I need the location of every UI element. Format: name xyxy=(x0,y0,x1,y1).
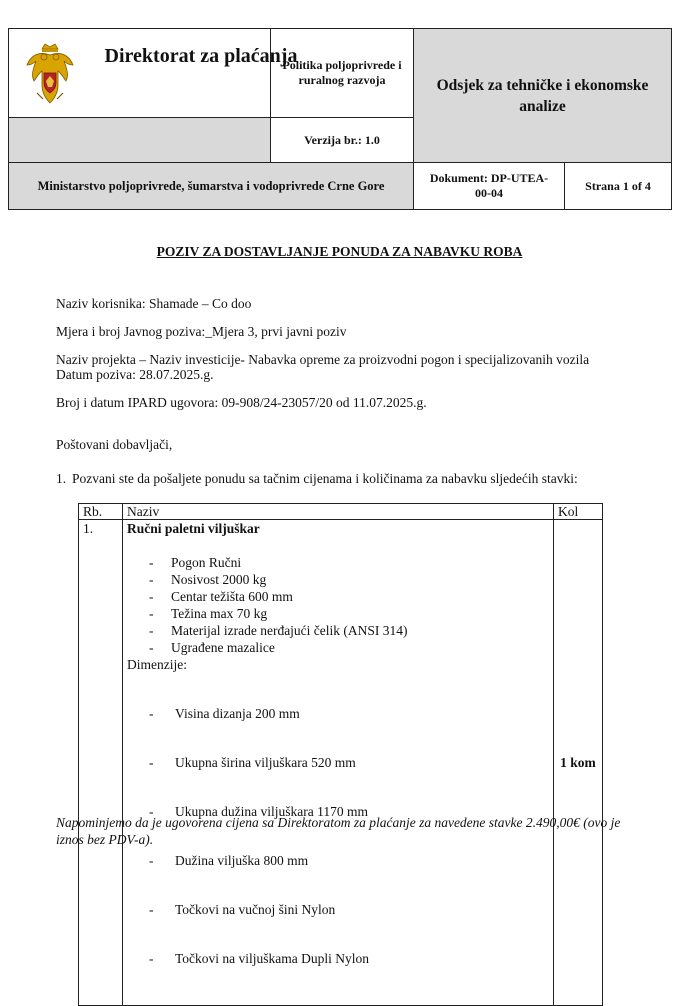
list-item: - Centar težišta 600 mm xyxy=(149,589,293,604)
list-item: - Točkovi na viljuškama Dupli Nylon xyxy=(149,951,370,966)
items-table xyxy=(78,503,603,1006)
row-rb: 1. xyxy=(79,520,123,1006)
directorate-title: Direktorat za plaćanja xyxy=(104,45,298,67)
list-item: - Nosivost 2000 kg xyxy=(149,572,267,587)
contract-line: Broj i datum IPARD ugovora: 09-908/24-23057/20 od 11.07.2025.g. xyxy=(56,395,427,410)
version-cell: Verzija br.: 1.0 xyxy=(271,118,414,163)
list-item: - Ukupna širina viljuškara 520 mm xyxy=(149,755,356,770)
price-note: Napominjemo da je ugovorena cijena sa Direktoratom za plaćanje za navedene stavke 2.490,00€ (ovo je iznos bez PDV-a). xyxy=(56,815,621,847)
project-line: Naziv projekta – Naziv investicije- Nabavka opreme za proizvodni pogon i specijalizovanih vozila xyxy=(56,352,590,367)
table-header-row xyxy=(79,504,603,520)
document-cell xyxy=(414,163,565,210)
invitation-text: Pozvani ste da pošaljete ponudu sa tačnim cijenama i količinama za nabavku sljedećih stavki: xyxy=(72,471,578,486)
greeting: Poštovani dobavljači, xyxy=(56,437,173,452)
header-naziv: Naziv xyxy=(123,504,554,520)
list-item: - Pogon Ručni xyxy=(149,555,242,570)
department-cell xyxy=(414,29,672,163)
list-item: - Ukupna dužina viljuškara 1170 mm xyxy=(149,804,368,819)
list-item: - Dužina viljuška 800 mm xyxy=(149,853,309,868)
department-name: Odsjek za tehničke i ekonomske analize xyxy=(436,76,649,115)
ministry-name: Ministarstvo poljoprivrede, šumarstva i vodoprivrede Crne Gore xyxy=(37,178,385,193)
row-quantity: 1 kom xyxy=(554,520,603,1006)
list-item: - Težina max 70 kg xyxy=(149,606,268,621)
header-logo-cell xyxy=(9,29,298,118)
header-kol: Kol xyxy=(554,504,603,520)
spec-list xyxy=(127,554,549,656)
page-title: POZIV ZA DOSTAVLJANJE PONUDA ZA NABAVKU ROBA xyxy=(156,244,523,259)
dimensions-label: Dimenzije: xyxy=(127,657,187,672)
invitation-number: 1. xyxy=(56,471,67,486)
header-rb: Rb. xyxy=(79,504,123,520)
measure-line: Mjera i broj Javnog poziva:_Mjera 3, prvi javni poziv xyxy=(56,324,347,339)
ministry-cell xyxy=(9,163,414,210)
page-number-cell: Strana 1 of 4 xyxy=(565,163,672,210)
montenegro-coat-of-arms-icon xyxy=(25,41,75,105)
list-item: - Materijal izrade nerđajući čelik (ANSI 314) xyxy=(149,623,408,638)
table-row xyxy=(79,520,603,1006)
policy-cell: Politika poljoprivrede i ruralnog razvoja xyxy=(271,29,414,118)
document-id: Dokument: DP-UTEA-00-04 xyxy=(429,171,549,200)
row-description xyxy=(123,520,554,1006)
logo-spacer xyxy=(9,118,271,163)
date-line: Datum poziva: 28.07.2025.g. xyxy=(56,367,214,382)
item-name: Ručni paletni viljuškar xyxy=(127,521,260,536)
beneficiary-line: Naziv korisnika: Shamade – Co doo xyxy=(56,296,252,311)
document-header xyxy=(8,28,672,210)
list-item: - Točkovi na vučnoj šini Nylon xyxy=(149,902,336,917)
list-item: - Ugrađene mazalice xyxy=(149,640,275,655)
list-item: - Visina dizanja 200 mm xyxy=(149,706,300,721)
invitation-line xyxy=(56,471,578,486)
